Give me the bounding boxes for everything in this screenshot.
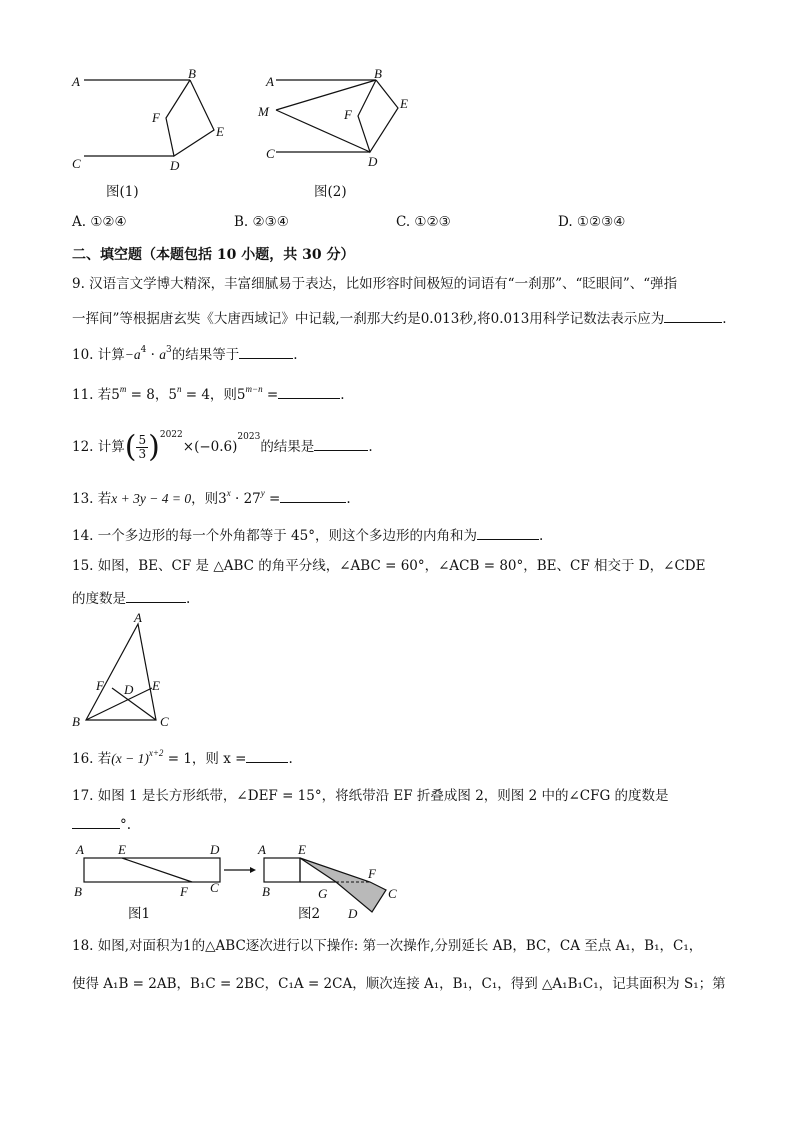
tri-label-d: D — [124, 682, 134, 697]
q12-paren-open: ( — [194, 439, 200, 455]
fig2-label-b: B — [374, 66, 382, 81]
q9-end: . — [722, 311, 727, 327]
answer-blank — [280, 488, 346, 503]
strip1-caption: 图1 — [128, 906, 151, 922]
q12-suffix: 的结果是 — [260, 439, 315, 455]
q12-left-paren: ( — [124, 429, 137, 465]
strip1-label-c: C — [210, 880, 219, 895]
q10-expr-a: −a — [124, 347, 141, 362]
q9-line1: 9. 汉语言文学博大精深，丰富细腻易于表达，比如形容时间极短的词语有“一刹那”、“眨眼间”、“弹指 — [72, 276, 678, 292]
figure-1-parallel-lines — [66, 62, 246, 177]
strip2-label-b: B — [262, 884, 270, 899]
strip1-label-b: B — [74, 884, 82, 899]
q11-exp2: n — [176, 384, 182, 394]
q13-value: = — [264, 491, 281, 507]
q16 — [72, 748, 293, 769]
tri-label-c: C — [160, 714, 169, 729]
q12 — [72, 430, 373, 464]
q11-value1: = 8， — [126, 387, 169, 403]
q11-base1: 5 — [111, 387, 120, 403]
q15-text: 的度数是 — [72, 591, 126, 607]
fig1-caption: 图(1) — [106, 184, 139, 200]
fig1-label-a: A — [72, 74, 80, 89]
q12-inner: −0.6 — [199, 439, 233, 455]
q11-exp1: m — [119, 384, 127, 394]
answer-blank — [246, 748, 288, 763]
q14 — [72, 525, 543, 546]
fig2-label-c: C — [266, 146, 275, 161]
option-a: A. ①②④ — [72, 214, 127, 230]
q14-end: . — [538, 528, 544, 544]
q11 — [72, 384, 345, 405]
q10-dot: · — [146, 347, 160, 363]
triangle-figure — [66, 612, 186, 734]
q10-prefix: 10. 计算 — [72, 347, 125, 363]
fig1-label-d: D — [170, 158, 180, 173]
answer-blank — [239, 344, 293, 359]
fig2-label-f: F — [344, 107, 352, 122]
q13-end: . — [346, 491, 351, 507]
q11-exp3: m−n — [245, 384, 263, 394]
q18-line2: 使得 A₁B = 2AB，B₁C = 2BC，C₁A = 2CA，顺次连接 A₁，B₁，C₁，得到 △A₁B₁C₁，记其面积为 S₁；第 — [72, 976, 726, 992]
q11-base3: 5 — [236, 387, 246, 403]
q16-prefix: 16. 若 — [72, 751, 112, 767]
fig2-label-a: A — [266, 74, 274, 89]
strip1-label-e: E — [118, 842, 126, 857]
fig1-label-f: F — [152, 110, 160, 125]
section-title: 二、填空题（本题包括 10 小题，共 30 分） — [72, 247, 355, 263]
q9-text: 一挥间”等根据唐玄奘《大唐西域记》中记载,一刹那大约是0.013秒,将0.013用科学记数法表示应为 — [72, 311, 665, 327]
q13-mid: ，则 — [191, 491, 219, 507]
q10-expr-b: a — [159, 347, 166, 362]
strip2-caption: 图2 — [298, 906, 321, 922]
q16-base: (x − 1) — [111, 751, 149, 766]
q12-right-paren: ) — [148, 429, 160, 465]
figure-2-parallel-lines — [254, 62, 424, 177]
q17-line2 — [72, 814, 131, 835]
q10-exp2: 3 — [166, 345, 172, 355]
q11-value2: = 4，则 — [181, 387, 237, 403]
answer-blank — [664, 308, 722, 323]
answer-blank — [72, 814, 120, 829]
q11-prefix: 11. 若 — [72, 387, 112, 403]
tri-label-b: B — [72, 714, 80, 729]
q15-line2 — [72, 588, 190, 609]
tri-label-f: F — [96, 678, 104, 693]
strip2-label-g: G — [318, 886, 328, 901]
q13-exp2: y — [260, 488, 265, 498]
strip1-label-f: F — [180, 884, 188, 899]
q12-end: . — [368, 439, 373, 455]
q13-base2: 27 — [243, 491, 261, 507]
q12-numerator: 5 — [138, 433, 147, 447]
q11-value3: = — [262, 387, 279, 403]
q15-line1: 15. 如图，BE、CF 是 △ABC 的角平分线，∠ABC = 60°，∠ACB = 80°，BE、CF 相交于 D，∠CDE — [72, 558, 706, 574]
fig2-label-e: E — [400, 96, 408, 111]
tri-label-e: E — [152, 678, 160, 693]
q16-mid: = 1，则 x = — [163, 751, 247, 767]
fig2-label-m: M — [258, 104, 269, 119]
q13-equation: x + 3y − 4 = 0 — [111, 491, 192, 506]
q10-suffix: 的结果等于 — [171, 347, 240, 363]
q13-exp1: x — [226, 488, 231, 498]
q12-fraction — [136, 434, 148, 461]
paper-strip-figures — [66, 838, 426, 922]
fig2-label-d: D — [368, 154, 378, 169]
tri-label-a: A — [134, 612, 142, 625]
q13-prefix: 13. 若 — [72, 491, 112, 507]
q14-text: 14. 一个多边形的每一个外角都等于 45°，则这个多边形的内角和为 — [72, 528, 477, 544]
q12-exp1: 2022 — [159, 430, 183, 440]
fig1-label-b: B — [188, 66, 196, 81]
q16-exp: x+2 — [148, 748, 164, 758]
answer-blank — [477, 525, 539, 540]
q12-denominator: 3 — [138, 447, 147, 461]
q12-paren-close: ) — [232, 439, 238, 455]
q10 — [72, 344, 298, 365]
q15-end: . — [186, 591, 191, 607]
q11-base2: 5 — [168, 387, 177, 403]
q16-end: . — [288, 751, 293, 767]
q10-end: . — [293, 347, 298, 363]
q9-line2 — [72, 308, 727, 329]
answer-blank — [126, 588, 186, 603]
strip2-label-f: F — [368, 866, 376, 881]
fig1-label-e: E — [216, 124, 224, 139]
q13-base1: 3 — [218, 491, 227, 507]
q13-dot: · — [230, 491, 244, 507]
q18-line1: 18. 如图,对面积为1的△ABC逐次进行以下操作: 第一次操作,分别延长 AB，BC，CA 至点 A₁，B₁，C₁， — [72, 938, 703, 954]
strip2-label-e: E — [298, 842, 306, 857]
option-d: D. ①②③④ — [558, 214, 626, 230]
q12-prefix: 12. 计算 — [72, 439, 125, 455]
q10-exp1: 4 — [140, 345, 147, 355]
q11-end: . — [340, 387, 345, 403]
strip2-label-d: D — [348, 906, 358, 921]
strip2-label-c: C — [388, 886, 397, 901]
strip1-label-a: A — [76, 842, 84, 857]
answer-blank — [278, 384, 340, 399]
option-c: C. ①②③ — [396, 214, 451, 230]
option-b: B. ②③④ — [234, 214, 289, 230]
fig1-label-c: C — [72, 156, 81, 171]
q13 — [72, 488, 351, 509]
q12-times: × — [182, 439, 195, 455]
q17-degree: °. — [120, 817, 132, 833]
strip1-label-d: D — [210, 842, 220, 857]
fig2-caption: 图(2) — [314, 184, 347, 200]
q12-exp2: 2023 — [237, 432, 261, 442]
q17-line1: 17. 如图 1 是长方形纸带，∠DEF = 15°，将纸带沿 EF 折叠成图 2，则图 2 中的∠CFG 的度数是 — [72, 788, 669, 804]
strip2-label-a: A — [258, 842, 266, 857]
answer-blank — [314, 436, 368, 451]
